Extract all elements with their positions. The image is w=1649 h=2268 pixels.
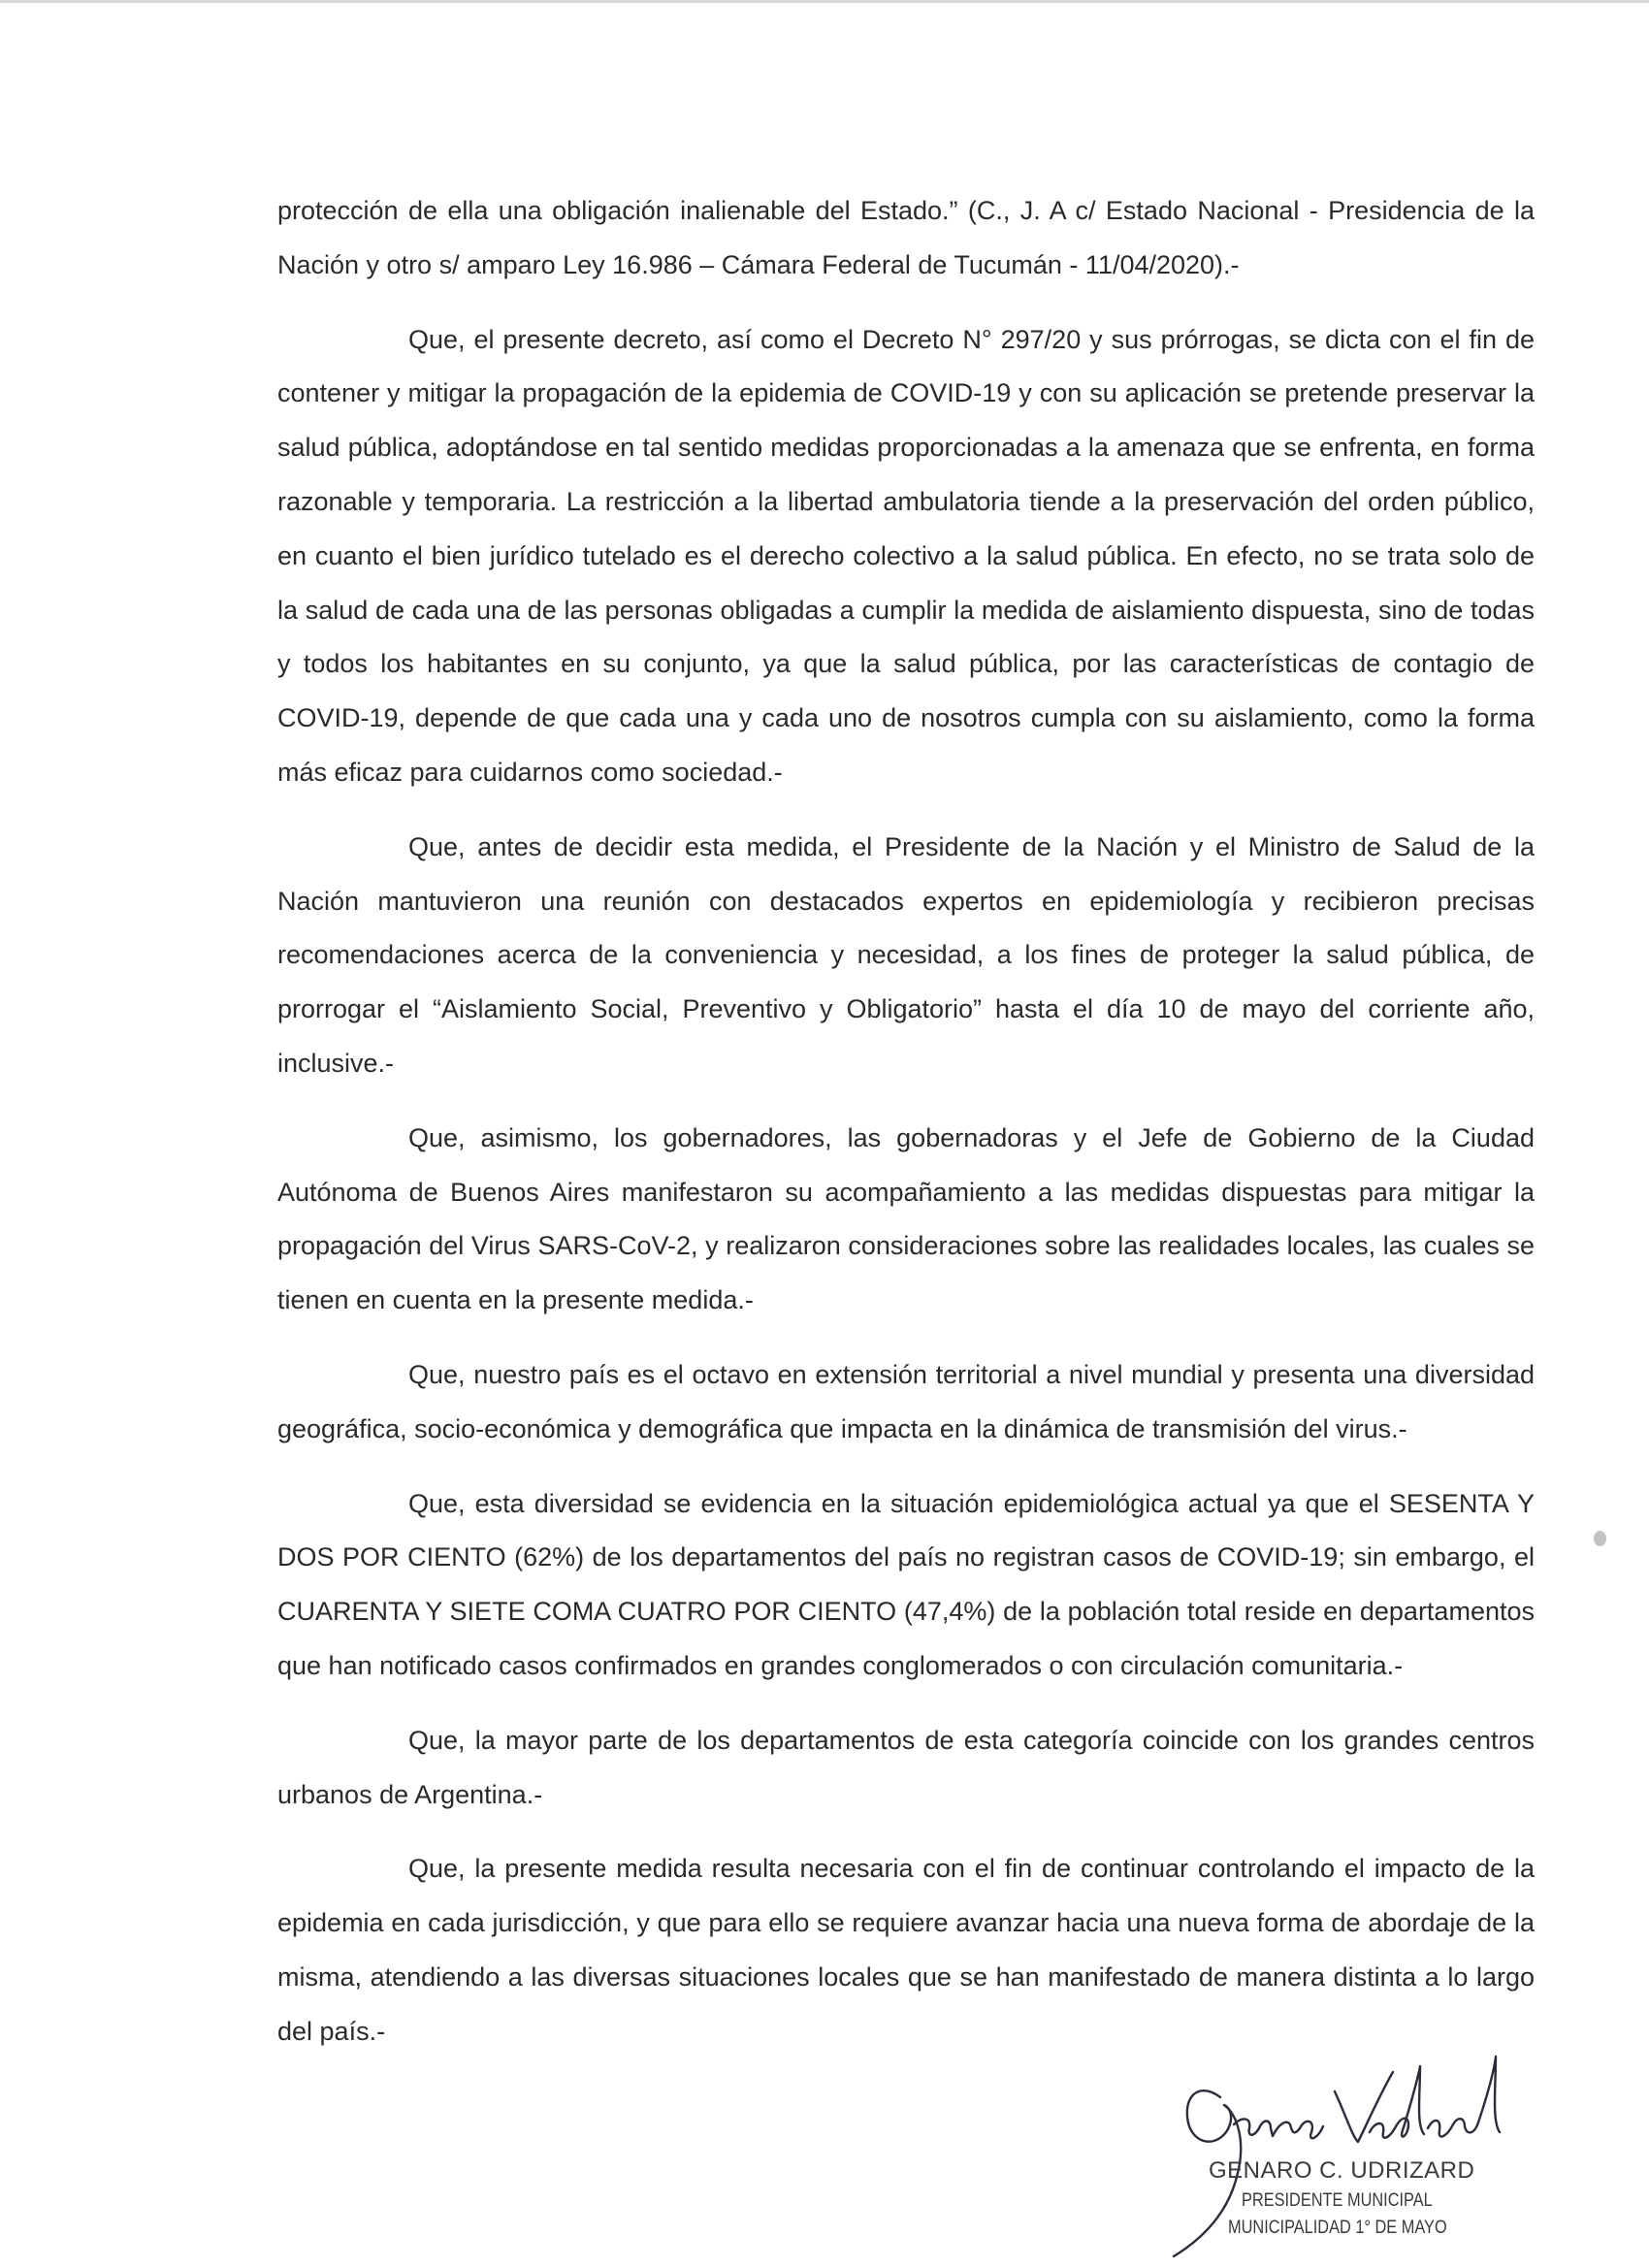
paragraph-epidemiology: Que, esta diversidad se evidencia en la situación epidemiológica actual ya que el SESENTA Y DOS POR CIENTO (62%) de los departamentos del país no registran casos de COVID-19; sin embargo, el CUARENTA Y SIETE COMA CUATRO POR CIENTO (47,4%) de la población total reside en departamentos que han notificado casos confirmados en grandes conglomerados o con circulación comunitaria.- (277, 1488, 1535, 1680)
paragraph-governors: Que, asimismo, los gobernadores, las gobernadoras y el Jefe de Gobierno de la Ciudad Autónoma de Buenos Aires manifestaron su acompañamiento a las medidas dispuestas para mitigar la propagación del Virus SARS-CoV-2, y realizaron consideraciones sobre las realidades locales, las cuales se tienen en cuenta en la presente medida.- (277, 1122, 1535, 1315)
scan-speck (1594, 1531, 1606, 1546)
paragraph-citation-end: protección de ella una obligación inalienable del Estado.” (C., J. A c/ Estado Nacional - Presidencia de la Nación y otro s/ amparo Ley 16.986 – Cámara Federal de Tucumán - 11/04/2020).- (277, 196, 1535, 279)
document-body (277, 184, 1535, 2080)
paragraph-urban-centers: Que, la mayor parte de los departamentos de esta categoría coincide con los grandes centros urbanos de Argentina.- (277, 1725, 1535, 1809)
signature-stamp (1145, 2027, 1552, 2260)
paragraph-expert-meeting: Que, antes de decidir esta medida, el Presidente de la Nación y el Ministro de Salud de la Nación mantuvieron una reunión con destacados expertos en epidemiología y recibieron precisas recomendaciones acerca de la conveniencia y necesidad, a los fines de proteger la salud pública, de prorrogar el “Aislamiento Social, Preventivo y Obligatorio” hasta el día 10 de mayo del corriente año, inclusive.- (277, 831, 1535, 1078)
signer-organization: MUNICIPALIDAD 1° DE MAYO (1228, 2218, 1447, 2238)
paragraph-new-approach: Que, la presente medida resulta necesaria con el fin de continuar controlando el impacto de la epidemia en cada jurisdicción, y que para ello se requiere avanzar hacia una nueva forma de abordaje de la misma, atendiendo a las diversas situaciones locales que se han manifestado de manera distinta a lo largo del país.- (277, 1854, 1535, 2046)
paragraph-decree-purpose: Que, el presente decreto, así como el Decreto N° 297/20 y sus prórrogas, se dicta con el fin de contener y mitigar la propagación de la epidemia de COVID-19 y con su aplicación se pretende preservar la salud pública, adoptándose en tal sentido medidas proporcionadas a la amenaza que se enfrenta, en forma razonable y temporaria. La restricción a la libertad ambulatoria tiende a la preservación del orden público, en cuanto el bien jurídico tutelado es el derecho colectivo a la salud pública. En efecto, no se trata solo de la salud de cada una de las personas obligadas a cumplir la medida de aislamiento dispuesta, sino de todas y todos los habitantes en su conjunto, ya que la salud pública, por las características de contagio de COVID-19, depende de que cada una y cada uno de nosotros cumpla con su aislamiento, como la forma más eficaz para cuidarnos como sociedad.- (277, 324, 1535, 787)
signer-title: PRESIDENTE MUNICIPAL (1242, 2190, 1433, 2211)
scan-top-edge (0, 0, 1649, 3)
paragraph-territory: Que, nuestro país es el octavo en extensión territorial a nivel mundial y presenta una diversidad geográfica, socio-económica y demográfica que impacta en la dinámica de transmisión del virus.- (277, 1359, 1535, 1443)
signer-name: GENARO C. UDRIZARD (1209, 2157, 1475, 2184)
